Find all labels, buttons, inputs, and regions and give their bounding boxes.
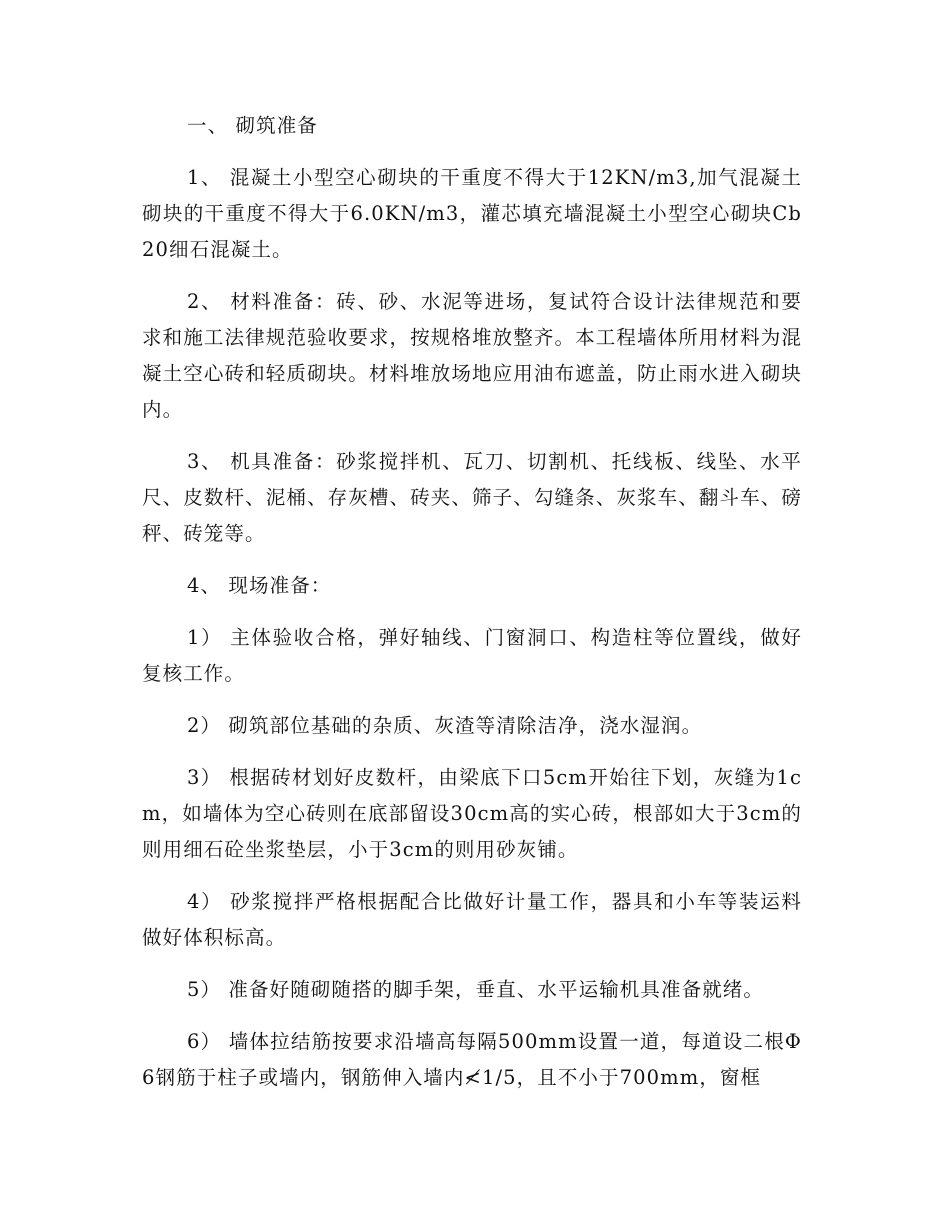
paragraph-4-6: 6） 墙体拉结筋按要求沿墙高每隔500mm设置一道，每道设二根Φ6钢筋于柱子或墙内，钢筋伸入墙内≮1/5，且不小于700mm，窗框 — [142, 1030, 802, 1089]
paragraph-4-4: 4） 砂浆搅拌严格根据配合比做好计量工作，器具和小车等装运料做好体积标高。 — [142, 890, 802, 949]
paragraph-2: 2、 材料准备：砖、砂、水泥等进场，复试符合设计法律规范和要求和施工法律规范验收要求，按规格堆放整齐。本工程墙体所用材料为混凝土空心砖和轻质砌块。材料堆放场地应用油布遮盖，防止雨水进入砌块内。 — [142, 290, 802, 421]
paragraph-4-1: 1） 主体验收合格，弹好轴线、门窗洞口、构造柱等位置线，做好复核工作。 — [142, 626, 802, 685]
paragraph-3: 3、 机具准备：砂浆搅拌机、瓦刀、切割机、托线板、线坠、水平尺、皮数杆、泥桶、存灰槽、砖夹、筛子、勾缝条、灰浆车、翻斗车、磅秤、砖笼等。 — [142, 450, 802, 545]
paragraph-4-2: 2） 砌筑部位基础的杂质、灰渣等清除洁净，浇水湿润。 — [187, 714, 703, 737]
section-heading: 一、 砌筑准备 — [187, 114, 318, 137]
paragraph-1: 1、 混凝土小型空心砌块的干重度不得大于12KN/m3,加气混凝土砌块的干重度不得大于6.0KN/m3，灌芯填充墙混凝土小型空心砌块Cb20细石混凝土。 — [142, 166, 802, 261]
paragraph-4-5: 5） 准备好随砌随搭的脚手架，垂直、水平运输机具准备就绪。 — [187, 978, 765, 1001]
paragraph-4: 4、 现场准备： — [187, 574, 332, 597]
paragraph-4-3: 3） 根据砖材划好皮数杆，由梁底下口5cm开始往下划，灰缝为1cm，如墙体为空心砖则在底部留设30cm高的实心砖，根部如大于3cm的则用细石砼坐浆垫层，小于3cm的则用砂灰铺。 — [142, 766, 802, 861]
document-body — [142, 108, 802, 1112]
